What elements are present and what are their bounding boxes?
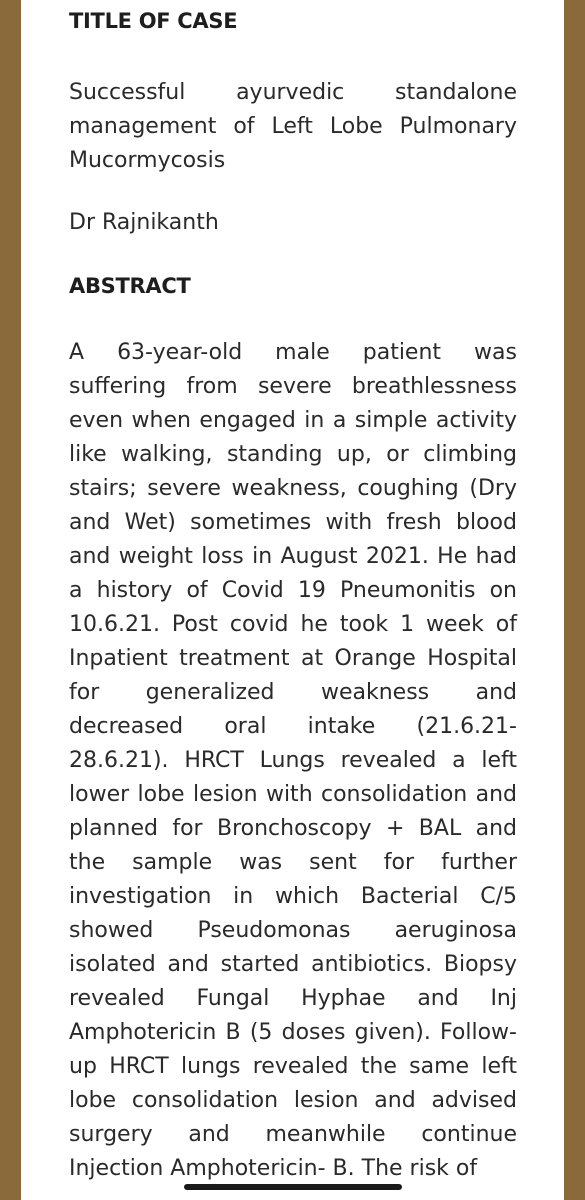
- left-page-border: [0, 0, 21, 1200]
- case-title: Successful ayurvedic standalone management of Left Lobe Pulmonary Mucormycosis: [69, 80, 517, 173]
- abstract-heading: ABSTRACT: [69, 274, 191, 298]
- title-of-case-heading: TITLE OF CASE: [69, 9, 238, 33]
- home-indicator-bar[interactable]: [184, 1184, 402, 1190]
- right-page-border: [564, 0, 585, 1200]
- author-name: Dr Rajnikanth: [69, 210, 219, 235]
- abstract-text[interactable]: A 63-year-old male patient was suffering from severe breathlessness even when engaged in a simple activity like walking, standing up, or climbing stairs; severe weakness, coughing (Dry and Wet) sometimes with fresh blood and weight loss in August 2021. He had a history of Covid 19 Pneumonitis on 10.6.21. Post covid he took 1 week of Inpatient treatment at Orange Hospital for generalized weakness and decreased oral intake (21.6.21- 28.6.21). HRCT Lungs revealed a left lower lobe lesion with consolidation and planned for Bronchoscopy + BAL and the sample was sent for further investigation in which Bacterial C/5 showed Pseudomonas aeruginosa isolated and started antibiotics. Biopsy revealed Fungal Hyphae and Inj Amphotericin B (5 doses given). Follow-up HRCT lungs revealed the same left lobe consolidation lesion and advised surgery and meanwhile continue Injection Amphotericin- B. The risk of: [69, 340, 517, 1181]
